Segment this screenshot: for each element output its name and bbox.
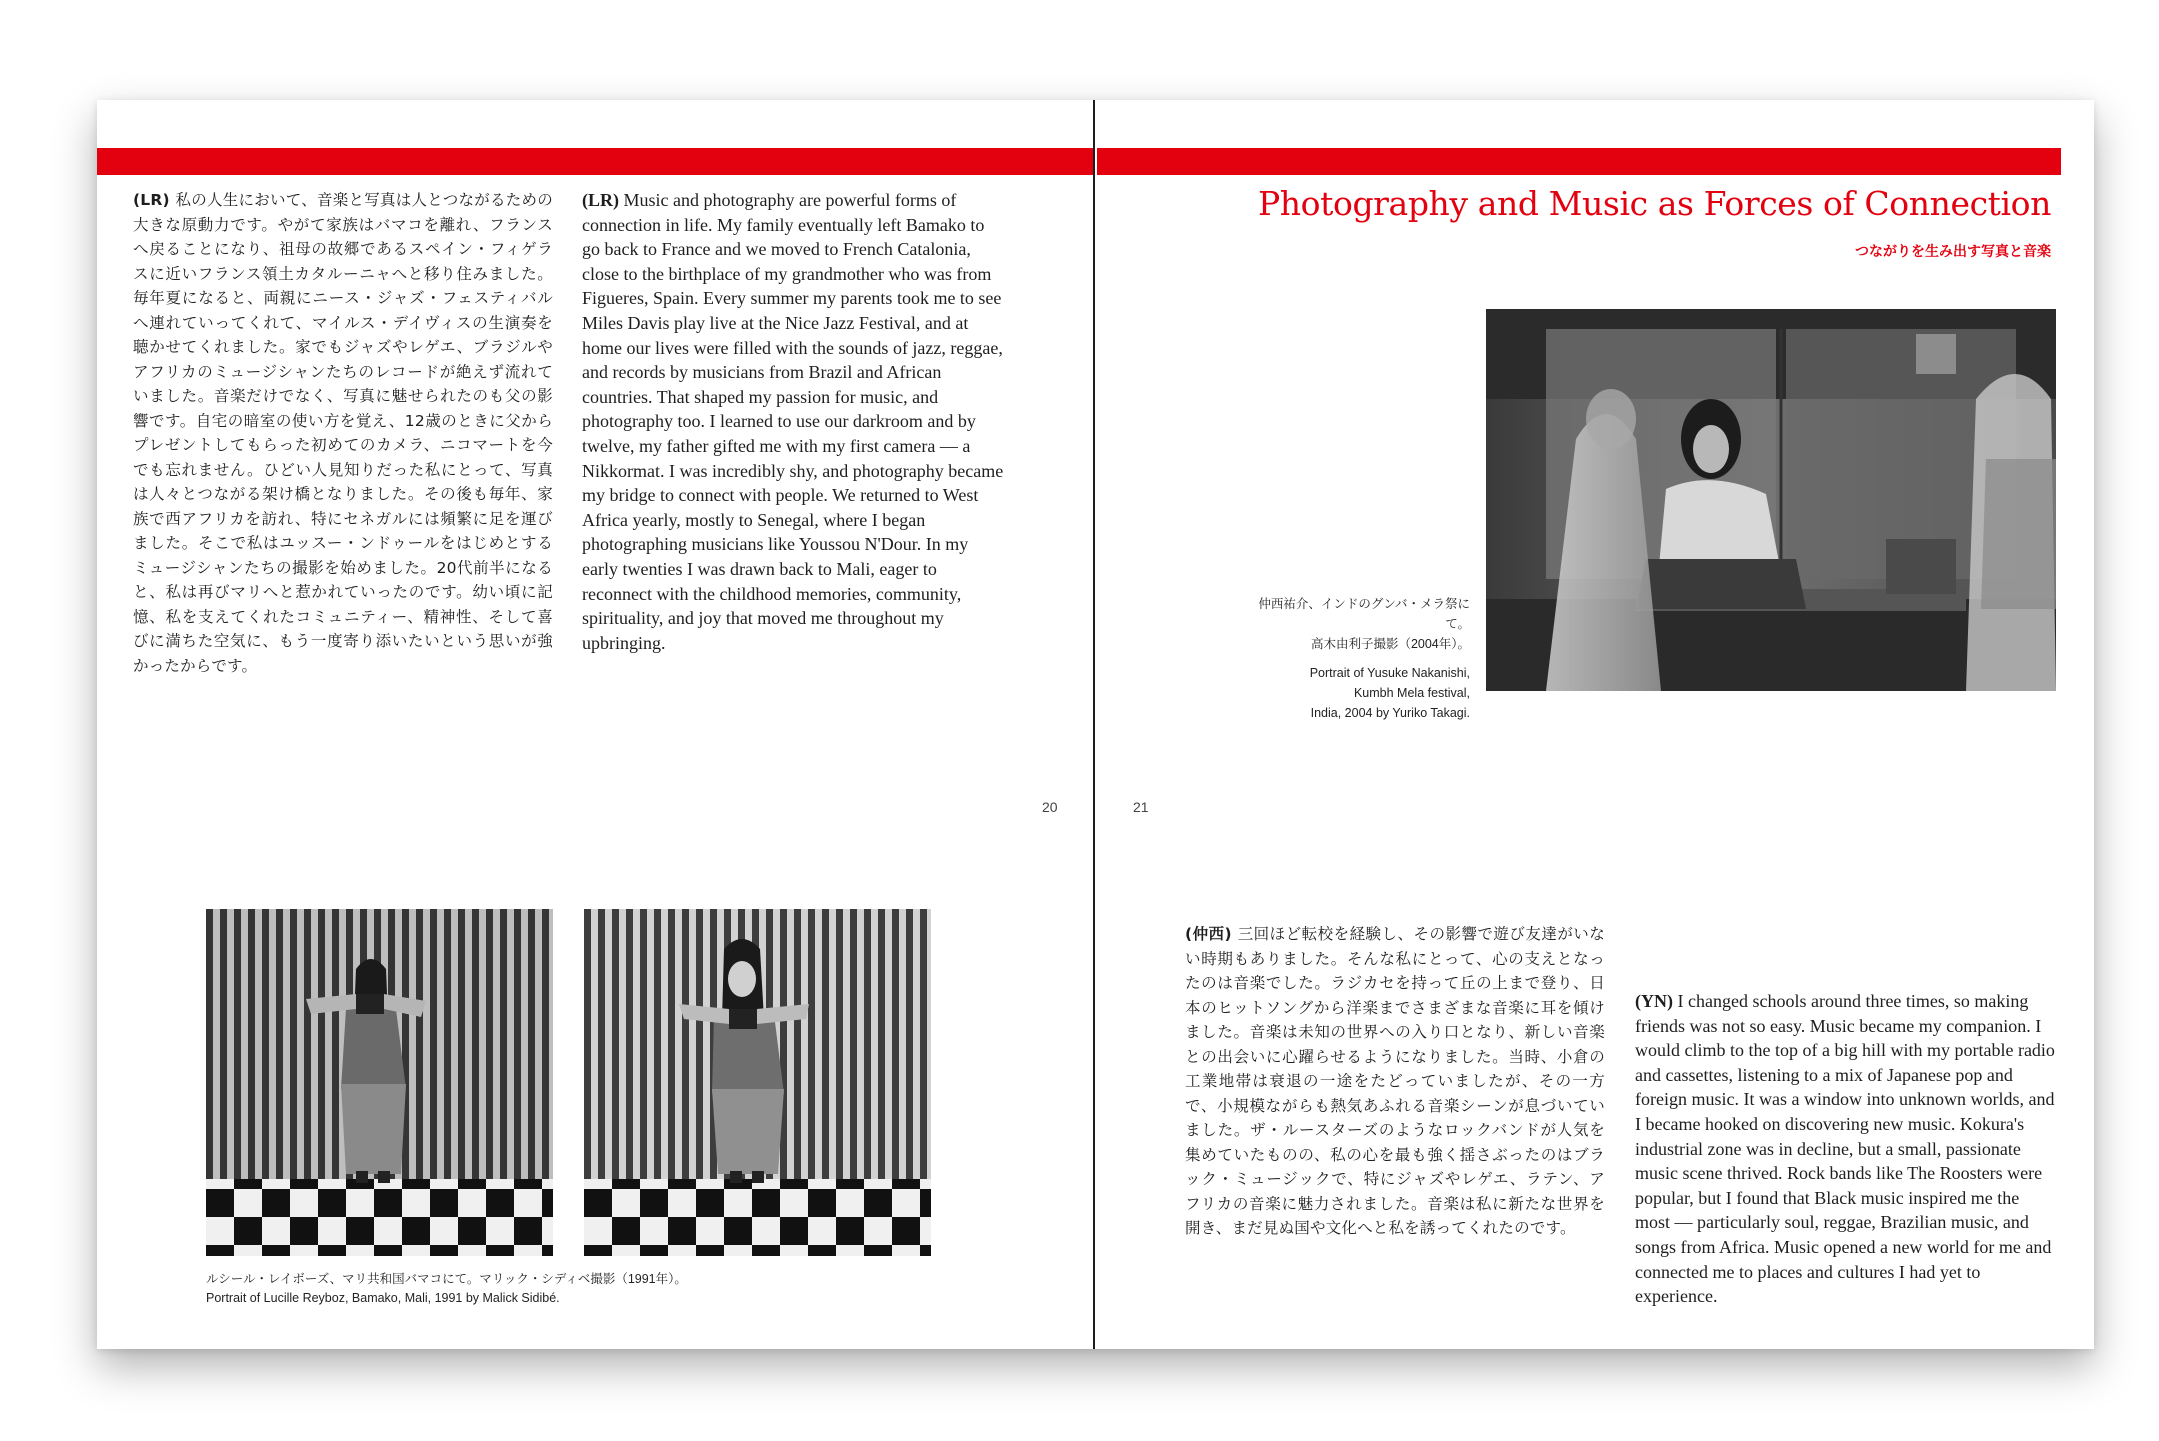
left-jp-body: 私の人生において、音楽と写真は人とつながるための大きな原動力です。やがて家族はバマコを離れ、フランスへ戻ることになり、祖母の故郷であるスペイン・フィゲラスに近いフランス領土カタルーニャへと移り住みました。毎年夏になると、両親にニース・ジャズ・フェスティバルへ連れていってくれて、マイルス・デイヴィスの生演奏を聴かせてくれました。家でもジャズやレゲエ、ブラジルやアフリカのミュージシャンたちのレコードが絶えず流れていました。音楽だけでなく、写真に魅せられたのも父の影響です。自宅の暗室の使い方を覚え、12歳のときに父からプレゼントしてもらった初めてのカメラ、ニコマートを今でも忘れません。ひどい人見知りだった私にとって、写真は人々とつながる架け橋となりました。その後も毎年、家族で西アフリカを訪れ、特にセネガルには頻繁に足を運びました。そこで私はユッスー・ンドゥールをはじめとするミュージシャンたちの撮影を始めました。20代前半になると、私は再びマリへと惹かれていったのです。幼い頃に記憶、私を支えてくれたコミュニティー、精神性、そして喜びに満ちた空気に、もう一度寄り添いたいという思いが強かったからです。 xyxy=(133,191,553,675)
kumbh-caption-en-3: India, 2004 by Yuriko Takagi. xyxy=(1310,706,1470,720)
right-jp-body: 三回ほど転校を経験し、その影響で遊び友達がいない時期もありました。そんな私にとって、心の支えとなったのは音楽でした。ラジカセを持って丘の上まで登り、日本のヒットソングから洋楽までさまざまな音楽に耳を傾けました。音楽は未知の世界への入り口となり、新しい音楽との出会いに心躍らせるようになりました。当時、小倉の工業地帯は衰退の一途をたどっていましたが、その一方で、小規模ながらも熱気あふれる音楽シーンが息づいていました。ザ・ルースターズのようなロックバンドが人気を集めていたものの、私の心を最も強く揺さぶったのはブラック・ミュージックで、特にジャズやレゲエ、ラテン、アフリカの音楽に魅力されました。音楽は私に新たな世界を開き、まだ見ぬ国や文化へと私を誘ってくれたのです。 xyxy=(1185,925,1605,1237)
reyboz-caption-jp: ルシール・レイボーズ、マリ共和国バマコにて。マリック・シディベ撮影（1991年）。 xyxy=(206,1272,687,1286)
left-jp-speaker: (LR) xyxy=(133,191,176,209)
reyboz-caption xyxy=(206,1270,966,1308)
photo-kumbh-mela xyxy=(1486,309,2056,691)
right-en-body: I changed schools around three times, so making friends was not so easy. Music became my companion. I would climb to the top of a big hill with my portable radio and cassettes, listening to a mix of Japanese pop and foreign music. It was a window into unknown worlds, and I became hooked on discovering new music. Kokura's industrial zone was in decline, but a small, passionate music scene thrived. Rock bands like The Roosters were popular, but I found that Black music inspired me the most — particularly soul, reggae, Brazilian music, and songs from Africa. Music opened a new world for me and connected me to places and cultures I had yet to experience. xyxy=(1635,991,2055,1307)
right-en-speaker: (YN) xyxy=(1635,991,1678,1011)
kumbh-caption-en-1: Portrait of Yusuke Nakanishi, xyxy=(1309,666,1470,680)
kumbh-caption xyxy=(1240,594,1470,723)
right-en-column xyxy=(1635,989,2057,1309)
kumbh-caption-jp-2: 高木由利子撮影（2004年）。 xyxy=(1310,637,1470,651)
left-en-column xyxy=(582,188,1006,653)
photo-reyboz-1 xyxy=(206,909,553,1256)
article-subtitle: つながりを生み出す写真と音楽 xyxy=(1855,244,2051,260)
photo-reyboz-2 xyxy=(584,909,931,1256)
left-page-number: 20 xyxy=(1042,799,1058,815)
left-en-speaker: (LR) xyxy=(582,190,624,210)
kumbh-caption-jp-1: 仲西祐介、インドのグンバ・メラ祭にて。 xyxy=(1258,597,1470,631)
left-red-header-bar xyxy=(97,148,1093,175)
right-page-number: 21 xyxy=(1133,799,1149,815)
page-gutter xyxy=(1093,100,1095,1349)
left-en-body: Music and photography are powerful forms of connection in life. My family eventually left Bamako to go back to France and we moved to French Catalonia, close to the birthplace of my grandmother who was from Figueres, Spain. Every summer my parents took me to see Miles Davis play live at the Nice Jazz Festival, and at home our lives were filled with the sounds of jazz, reggae, and records by musicians from Brazil and African countries. That shaped my passion for music, and photography too. I learned to use our darkroom and by twelve, my father gifted me with my first camera — a Nikkormat. I was incredibly shy, and photography became my bridge to connect with people. We returned to West Africa yearly, mostly to Senegal, where I began photographing musicians like Youssou N'Dour. In my early twenties I was drawn back to Mali, eager to reconnect with the childhood memories, community, spirituality, and joy that moved me throughout my upbringing. xyxy=(582,190,1004,653)
article-title: Photography and Music as Forces of Connection xyxy=(1258,184,2051,223)
reyboz-caption-en: Portrait of Lucille Reyboz, Bamako, Mali, 1991 by Malick Sidibé. xyxy=(206,1291,560,1305)
right-jp-speaker: (仲西) xyxy=(1185,925,1238,943)
right-red-header-bar xyxy=(1097,148,2061,175)
left-jp-column xyxy=(133,188,553,778)
kumbh-caption-en-2: Kumbh Mela festival, xyxy=(1353,686,1470,700)
right-jp-column xyxy=(1185,922,1605,1322)
